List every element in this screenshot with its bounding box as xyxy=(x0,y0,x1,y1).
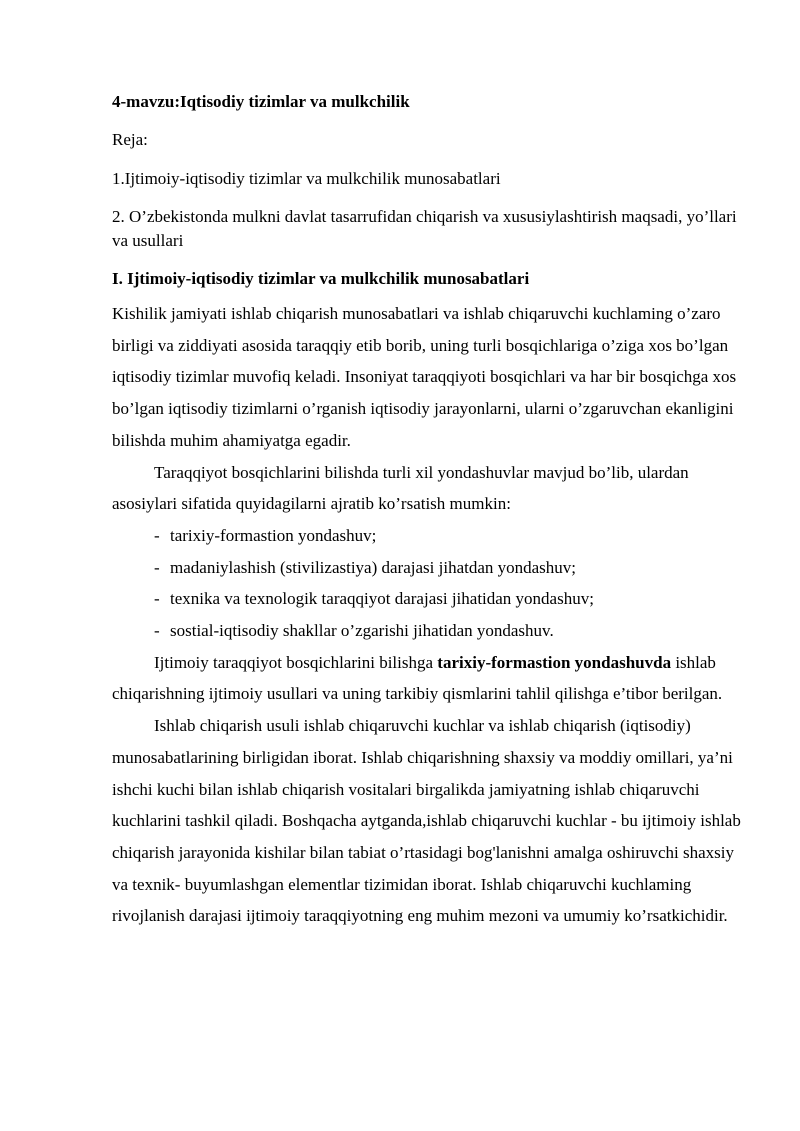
list-item xyxy=(112,520,748,552)
approaches-list xyxy=(112,520,748,647)
list-item xyxy=(112,552,748,584)
plan-item-2: 2. O’zbekistonda mulkni davlat tasarrufidan chiqarish va xususiylashtirish maqsadi, yo’llari va usullari xyxy=(112,207,737,250)
list-item xyxy=(112,615,748,647)
section-heading: I. Ijtimoiy-iqtisodiy tizimlar va mulkchilik munosabatlari xyxy=(112,269,530,288)
paragraph-2: Taraqqiyot bosqichlarini bilishda turli xil yondashuvlar mavjud bo’lib, ulardan asosiylari sifatida quyidagilarni ajratib ko’rsatish mumkin: xyxy=(112,462,689,514)
document-body xyxy=(112,90,748,932)
document-title: 4-mavzu:Iqtisodiy tizimlar va mulkchilik xyxy=(112,92,410,111)
plan-label: Reja: xyxy=(112,130,148,149)
list-item-text: tarixiy-formastion yondashuv; xyxy=(170,525,377,545)
list-dash: - xyxy=(154,589,160,609)
list-dash: - xyxy=(154,525,160,545)
paragraph-3 xyxy=(112,647,748,710)
paragraph-4: Ishlab chiqarish usuli ishlab chiqaruvchi kuchlar va ishlab chiqarish (iqtisodiy) munosabatlarining birligidan iborat. Ishlab chiqarishning shaxsiy va moddiy omillari, ya’ni ishchi kuchi bilan ishlab chiqarish vositalari birgalikda jamiyatning ishlab chiqaruvchi kuchlarini tashkil qiladi. Boshqacha aytganda,ishlab chiqaruvchi kuchlar - bu ijtimoiy ishlab chiqarish jarayonida kishilar bilan tabiat o’rtasidagi bog'lanishni amalga oshiruvchi shaxsiy va texnik- buyumlashgan elementlar tizimidan iborat. Ishlab chiqaruvchi kuchlaming rivojlanish darajasi ijtimoiy taraqqiyotning eng muhim mezoni va umumiy ko’rsatkichidir. xyxy=(112,716,741,926)
list-item-text: texnika va texnologik taraqqiyot darajasi jihatidan yondashuv; xyxy=(170,589,594,609)
list-item-text: madaniylashish (stivilizastiya) darajasi jihatdan yondashuv; xyxy=(170,557,577,577)
paragraph-1: Kishilik jamiyati ishlab chiqarish munosabatlari va ishlab chiqaruvchi kuchlaming o’zaro birligi va ziddiyati asosida taraqqiy etib borib, uning turli bosqichlariga o’ziga xos bo’lgan iqtisodiy tizimlar muvofiq keladi. Insoniyat taraqqiyoti bosqichlari va har bir bosqichga xos bo’lgan iqtisodiy tizimlarni o’rganish iqtisodiy jarayonlarni, ularni o’zgaruvchan ekanligini bilishda muhim ahamiyatga egadir. xyxy=(112,304,737,450)
list-dash: - xyxy=(154,557,160,577)
list-dash: - xyxy=(154,621,160,641)
paragraph-3-bold-term: tarixiy-formastion yondashuvda xyxy=(437,652,672,672)
list-item xyxy=(112,583,748,615)
paragraph-3-start: Ijtimoiy taraqqiyot bosqichlarini bilishga xyxy=(154,652,438,672)
plan-item-1: 1.Ijtimoiy-iqtisodiy tizimlar va mulkchilik munosabatlari xyxy=(112,169,501,188)
paragraph-3-end: ishlab chiqarishning ijtimoiy usullari va uning tarkibiy qismlarini tahlil qilishga e’tibor berilgan. xyxy=(112,652,723,704)
list-item-text: sostial-iqtisodiy shakllar o’zgarishi jihatidan yondashuv. xyxy=(170,621,554,641)
